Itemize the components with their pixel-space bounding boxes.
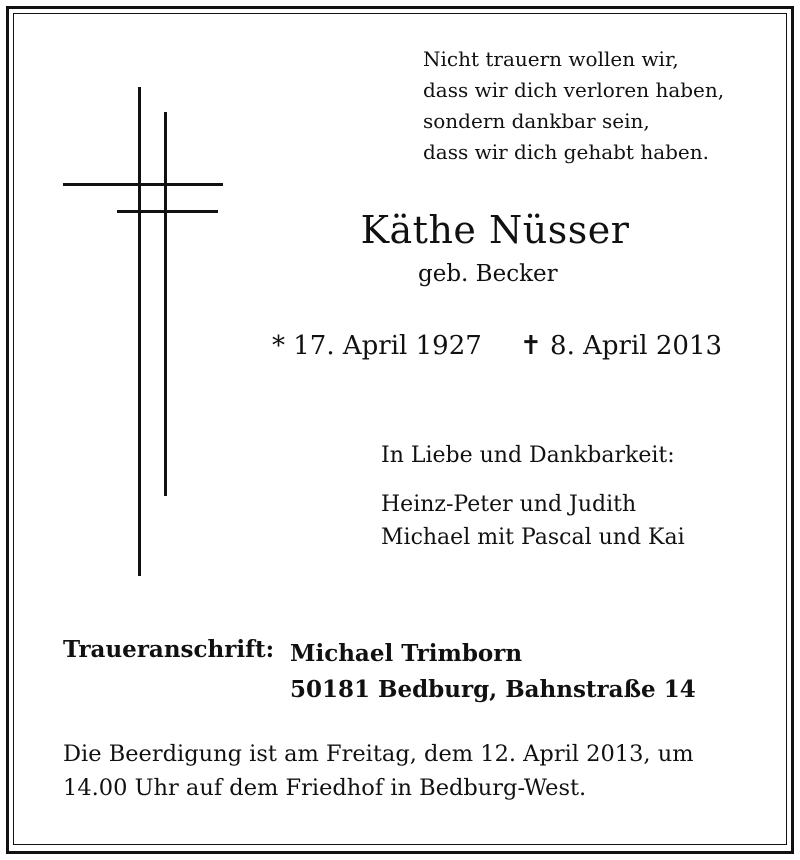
poem-line: sondern dankbar sein, — [423, 109, 650, 133]
mourners-intro: In Liebe und Dankbarkeit: — [381, 443, 675, 468]
poem-line: dass wir dich gehabt haben. — [423, 140, 710, 164]
poem — [423, 44, 724, 168]
address-line: 50181 Bedburg, Bahnstraße 14 — [290, 676, 696, 703]
address-label: Traueranschrift: — [63, 636, 275, 663]
birth-date: * 17. April 1927 — [272, 331, 482, 361]
address-block — [290, 636, 696, 708]
mourners-list — [381, 488, 685, 554]
mourner-line: Michael mit Pascal und Kai — [381, 525, 685, 550]
funeral-line: Die Beerdigung ist am Freitag, dem 12. April 2013, um — [63, 741, 694, 767]
death-date: ✝ 8. April 2013 — [520, 331, 723, 361]
poem-line: Nicht trauern wollen wir, — [423, 47, 679, 71]
maiden-name: geb. Becker — [418, 261, 558, 287]
deceased-name: Käthe Nüsser — [360, 208, 630, 252]
poem-line: dass wir dich verloren haben, — [423, 78, 725, 102]
funeral-line: 14.00 Uhr auf dem Friedhof in Bedburg-West. — [63, 775, 587, 801]
address-line: Michael Trimborn — [290, 640, 523, 667]
mourner-line: Heinz-Peter und Judith — [381, 492, 637, 517]
funeral-notice — [63, 737, 694, 805]
